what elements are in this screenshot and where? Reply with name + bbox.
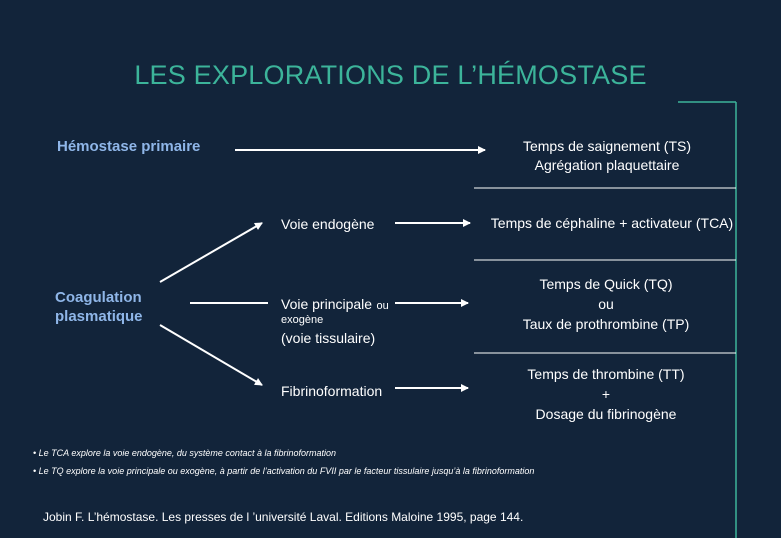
tq-line-3: Taux de prothrombine (TP)	[522, 316, 690, 332]
label-voie-endogene: Voie endogène	[281, 216, 375, 232]
label-hemostase-primaire: Hémostase primaire	[57, 138, 201, 155]
reference-citation: Jobin F. L’hémostase. Les presses de l ’université Laval. Editions Maloine 1995, page 144.	[43, 510, 524, 524]
ts-line-2: Agrégation plaquettaire	[534, 157, 680, 173]
tca-label: Temps de céphaline + activateur (TCA)	[490, 215, 734, 231]
page-title: LES EXPLORATIONS DE L’HÉMOSTASE	[134, 60, 647, 90]
note-tq: • Le TQ explore la voie principale ou exogène, à partir de l’activation du FVII par le facteur tissulaire jusqu’à la fibrinoformation	[33, 466, 535, 476]
note-tca: • Le TCA explore la voie endogène, du système contact à la fibrinoformation	[33, 448, 336, 458]
tt-line-1: Temps de thrombine (TT)	[527, 366, 685, 382]
label-coagulation: Coagulation	[55, 289, 142, 306]
label-fibrinoformation: Fibrinoformation	[281, 383, 383, 399]
tt-line-3: Dosage du fibrinogène	[535, 406, 677, 422]
voie-principale-text: Voie principale	[281, 296, 373, 312]
tq-line-2: ou	[598, 296, 614, 312]
tq-line-1: Temps de Quick (TQ)	[539, 276, 673, 292]
arrow-coag-to-endogene	[160, 223, 262, 282]
ts-line-1: Temps de saignement (TS)	[522, 138, 692, 154]
voie-principale-ou: ou	[376, 300, 389, 312]
label-voie-principale	[281, 296, 389, 314]
label-exogene: exogène	[281, 314, 324, 326]
arrow-coag-to-fibrino	[160, 325, 262, 385]
tt-line-2: +	[601, 386, 611, 402]
label-voie-tissulaire: (voie tissulaire)	[281, 330, 376, 346]
label-plasmatique: plasmatique	[55, 308, 143, 325]
